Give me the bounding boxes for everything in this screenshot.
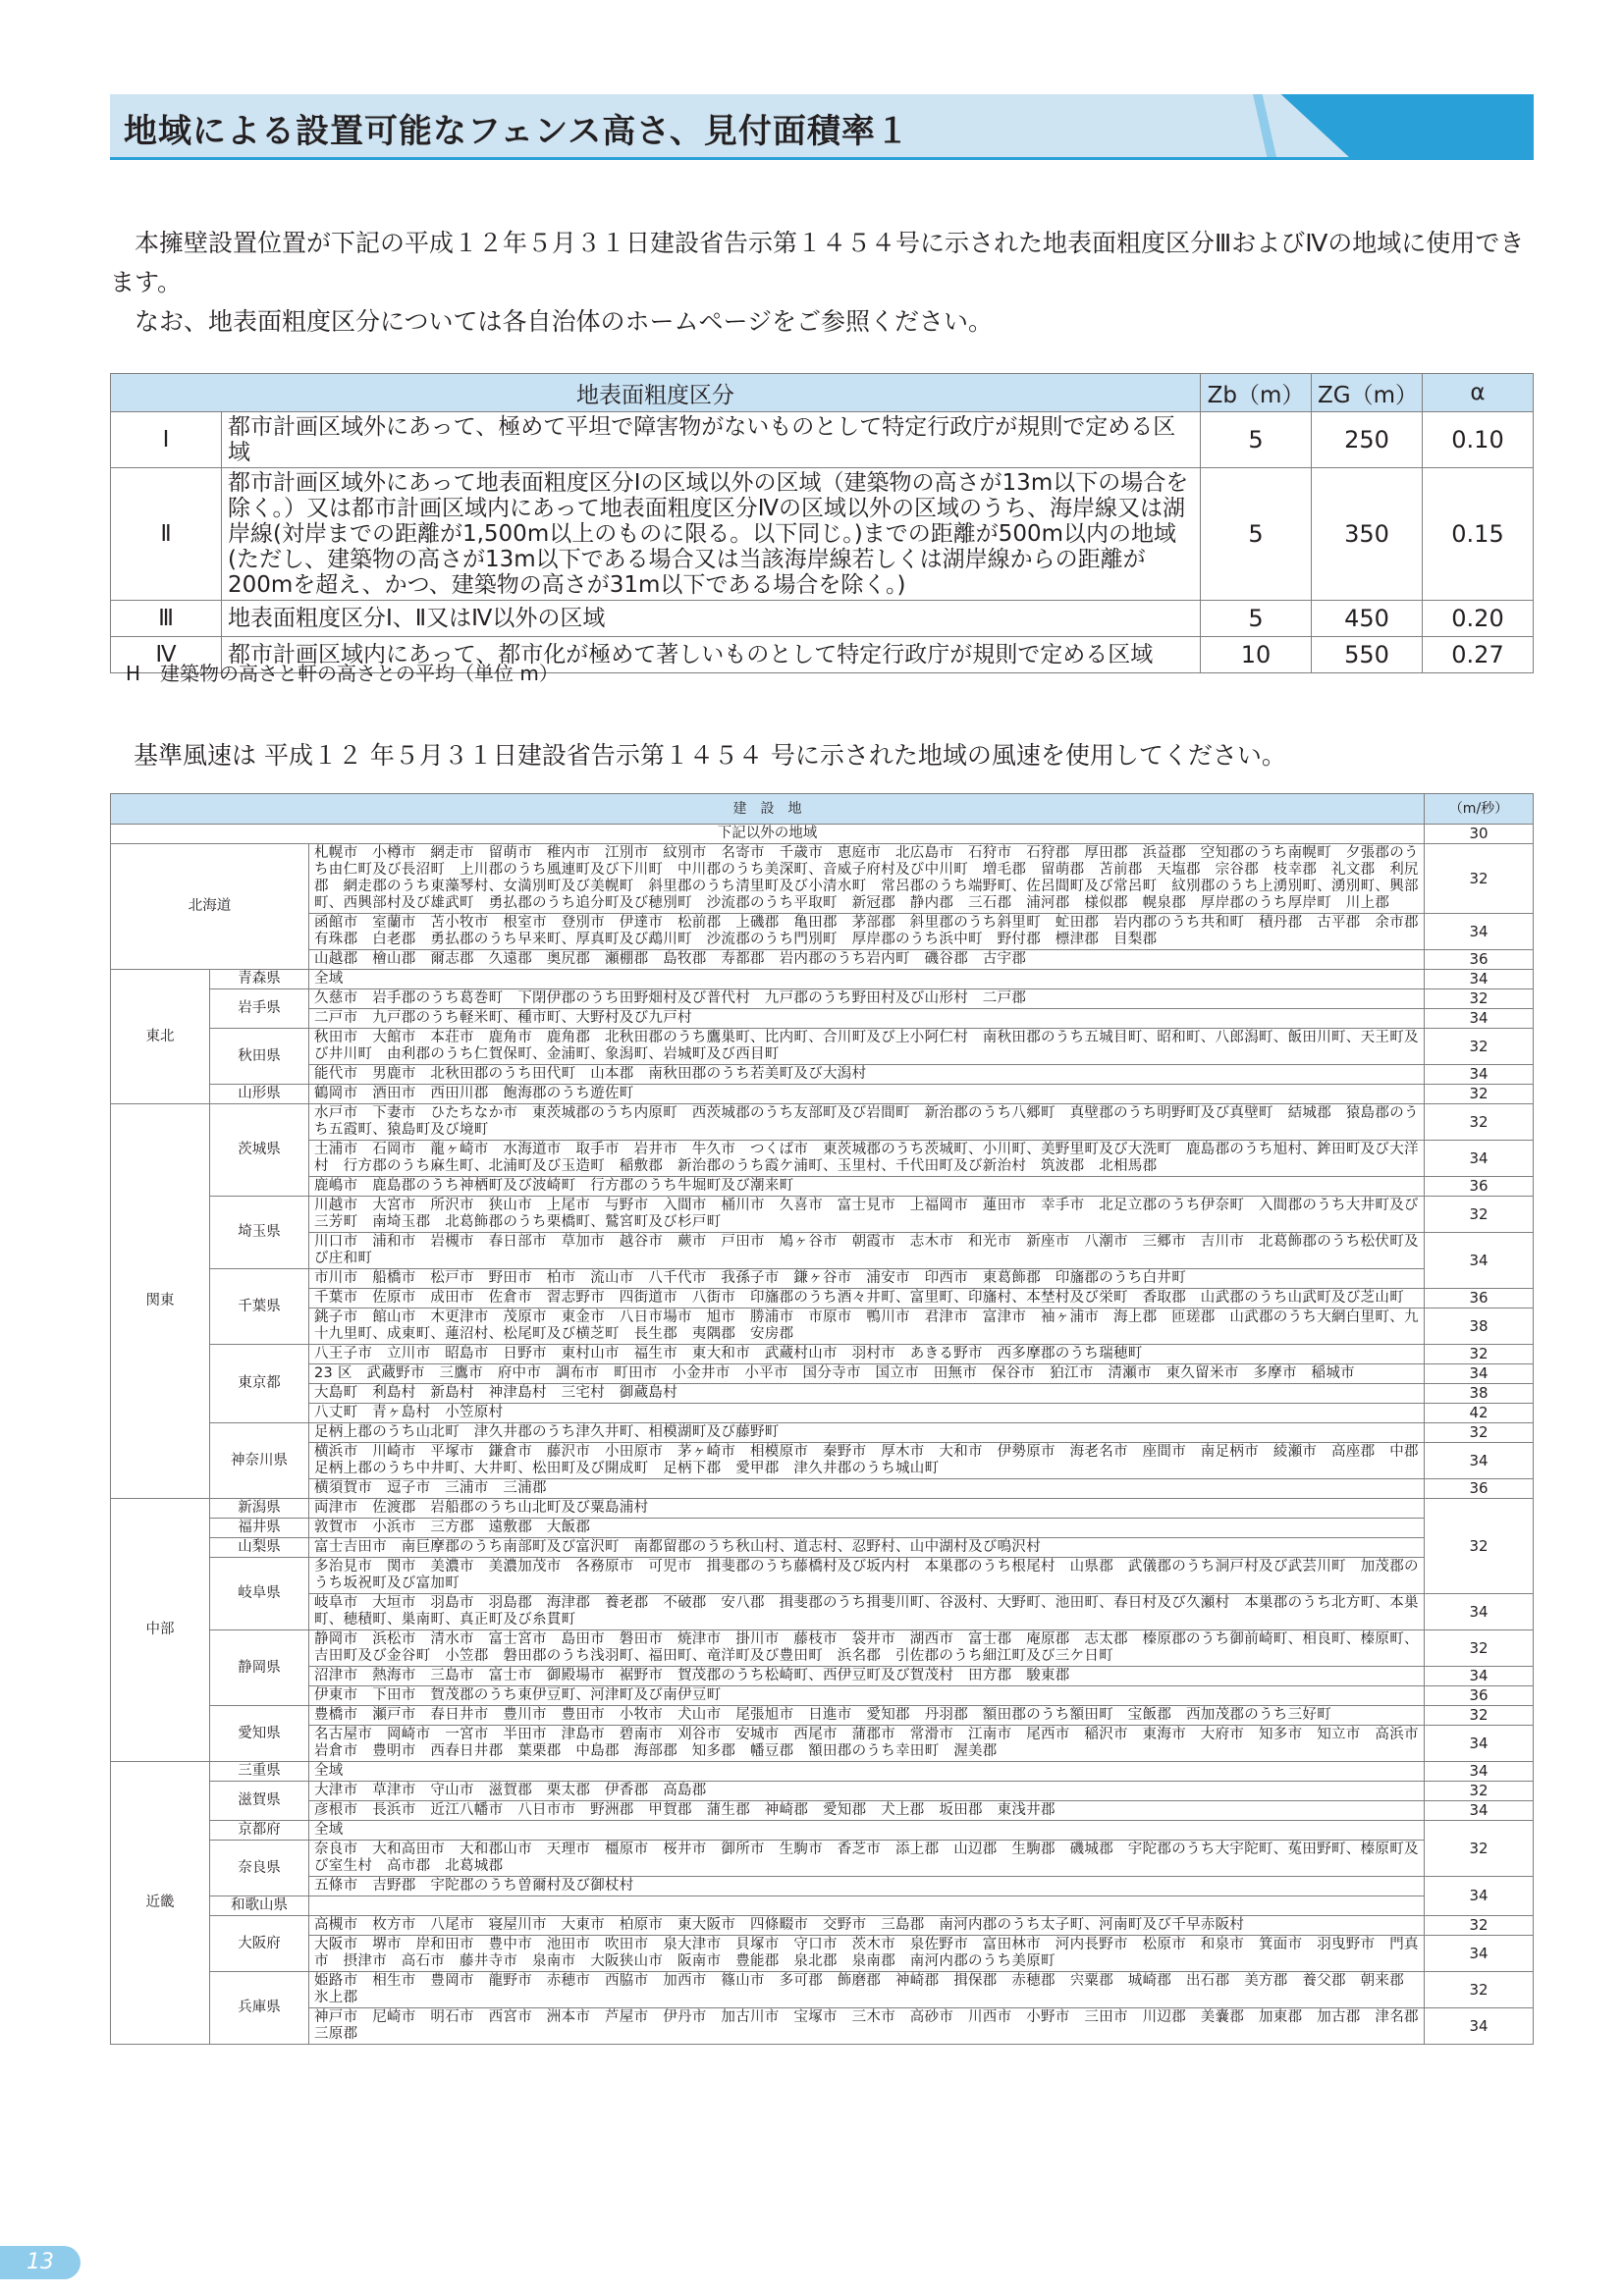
table-row — [111, 1269, 1534, 1289]
pref-cell: 大阪府 — [210, 1916, 309, 1972]
speed-cell: 32 — [1425, 1499, 1534, 1594]
pref-cell: 東京都 — [210, 1345, 309, 1423]
area-cell: 全域 — [309, 970, 1425, 989]
roughness-header-row — [111, 374, 1534, 412]
area-cell: 彦根市 長浜市 近江八幡市 八日市市 野洲郡 甲賀郡 蒲生郡 神崎郡 愛知郡 犬上郡 坂田郡 東浅井郡 — [309, 1801, 1425, 1821]
pref-cell: 三重県 — [210, 1762, 309, 1782]
pref-cell: 岩手県 — [210, 989, 309, 1029]
table-row — [111, 844, 1534, 914]
speed-cell: 32 — [1425, 1821, 1534, 1877]
pref-cell: 滋賀県 — [210, 1782, 309, 1821]
area-cell: 札幌市 小樽市 網走市 留萌市 稚内市 江別市 紋別市 名寄市 千歳市 恵庭市 北広島市 石狩市 石狩郡 厚田郡 浜益郡 空知郡のうち南幌町 夕張郡のうち由仁町及び長沼町 上川郡のうち風連町及び下川町 中川郡のうち美深町、音威子府村及び中川町 増毛郡 留萌郡 苫前郡 天塩郡 宗谷郡 枝幸郡 礼文郡 利尻郡 網走郡のうち東藻琴村、女満別町及び美幌町 斜里郡のうち清里町及び小清水町 常呂郡のうち端野町、佐呂間町及び常呂町 紋別郡のうち上湧別町、湧別町、興部町、西興部村及び雄武町 勇払郡のうち追分町及び穂別町 沙流郡のうち平取町 新冠郡 静内郡 三石郡 浦河郡 様似郡 幌泉郡 厚岸郡のうち厚岸町 川上郡 — [309, 844, 1425, 914]
speed-cell: 34 — [1425, 1762, 1534, 1782]
area-cell: 千葉市 佐原市 成田市 佐倉市 習志野市 四街道市 八街市 印旛郡のうち酒々井町、富里町、印旛村、本埜村及び栄町 香取郡 山武郡のうち山武町及び芝山町 — [309, 1289, 1425, 1308]
pref-cell: 秋田県 — [210, 1029, 309, 1085]
area-cell: 横浜市 川崎市 平塚市 鎌倉市 藤沢市 小田原市 茅ヶ崎市 相模原市 秦野市 厚木市 大和市 伊勢原市 海老名市 座間市 南足柄市 綾瀬市 高座郡 中郡 足柄上郡のうち中井町、大井町、松田町及び開成町 足柄下郡 愛甲郡 津久井郡のうち城山町 — [309, 1443, 1425, 1479]
area-cell: 全域 — [309, 1762, 1425, 1782]
speed-cell: 32 — [1425, 1345, 1534, 1364]
table-row — [111, 1686, 1534, 1706]
roughness-table — [110, 373, 1534, 673]
table-row — [111, 1423, 1534, 1443]
table-row — [111, 1782, 1534, 1801]
wind-intro: 基準風速は 平成１２ 年５月３１日建設省告示第１４５４ 号に示された地域の風速を使用してください。 — [134, 741, 1286, 770]
desc-cell: 地表面粗度区分Ⅰ、Ⅱ又はⅣ以外の区域 — [222, 601, 1201, 637]
pref-cell: 京都府 — [210, 1821, 309, 1841]
zg-cell: 350 — [1312, 468, 1423, 601]
zg-cell: 550 — [1312, 637, 1423, 673]
page-number: 13 — [0, 2246, 81, 2279]
area-cell: 秋田市 大館市 本荘市 鹿角市 鹿角郡 北秋田郡のうち鷹巣町、比内町、合川町及び上小阿仁村 南秋田郡のうち五城目町、昭和町、八郎潟町、飯田川町、天王町及び井川町 由利郡のうち仁賀保町、金浦町、象潟町、岩城町及び西目町 — [309, 1029, 1425, 1065]
table-row — [111, 1308, 1534, 1345]
speed-cell: 34 — [1425, 1233, 1534, 1289]
speed-cell: 34 — [1425, 1141, 1534, 1177]
speed-cell: 36 — [1425, 1289, 1534, 1308]
roughness-note: H 建築物の高さと軒の高さとの平均（単位 m） — [126, 662, 559, 685]
speed-cell: 32 — [1425, 1916, 1534, 1936]
table-row — [111, 1896, 1534, 1916]
table-row — [111, 1384, 1534, 1404]
area-cell: 二戸市 九戸郡のうち軽米町、種市町、大野村及び九戸村 — [309, 1009, 1425, 1029]
table-row — [111, 1841, 1534, 1877]
table-row — [111, 1104, 1534, 1141]
zb-cell: 5 — [1201, 412, 1312, 468]
table-row — [111, 1762, 1534, 1782]
header-speed: （m/秒） — [1425, 794, 1534, 825]
zb-cell: 5 — [1201, 601, 1312, 637]
table-row — [111, 970, 1534, 989]
zb-cell: 5 — [1201, 468, 1312, 601]
alpha-cell: 0.10 — [1423, 412, 1534, 468]
table-row — [111, 1443, 1534, 1479]
speed-cell: 32 — [1425, 1085, 1534, 1104]
zg-cell: 250 — [1312, 412, 1423, 468]
pref-cell: 山梨県 — [210, 1538, 309, 1558]
table-row — [111, 1558, 1534, 1594]
speed-cell: 32 — [1425, 989, 1534, 1009]
wind-header-row — [111, 794, 1534, 825]
area-cell: 土浦市 石岡市 龍ヶ崎市 水海道市 取手市 岩井市 牛久市 つくば市 東茨城郡のうち茨城町、小川町、美野里町及び大洗町 鹿島郡のうち旭村、鉾田町及び大洋村 行方郡のうち麻生町、北浦町及び玉造町 稲敷郡 新治郡のうち霞ケ浦町、玉里村、千代田町及び新治村 筑波郡 北相馬郡 — [309, 1141, 1425, 1177]
area-cell: 能代市 男鹿市 北秋田郡のうち田代町 山本郡 南秋田郡のうち若美町及び大潟村 — [309, 1065, 1425, 1085]
speed-cell: 34 — [1425, 1726, 1534, 1762]
speed-cell: 42 — [1425, 1404, 1534, 1423]
speed-cell: 34 — [1425, 1364, 1534, 1384]
speed-cell: 36 — [1425, 1177, 1534, 1197]
table-row — [111, 1667, 1534, 1686]
area-cell: 足柄上郡のうち山北町 津久井郡のうち津久井町、相模湖町及び藤野町 — [309, 1423, 1425, 1443]
zb-cell: 10 — [1201, 637, 1312, 673]
header-area: 地表面粗度区分 — [111, 374, 1201, 412]
alpha-cell: 0.27 — [1423, 637, 1534, 673]
table-row — [111, 1630, 1534, 1667]
area-cell: 伊東市 下田市 賀茂郡のうち東伊豆町、河津町及び南伊豆町 — [309, 1686, 1425, 1706]
title-accent-stripe — [1253, 94, 1276, 157]
area-cell: 神戸市 尼崎市 明石市 西宮市 洲本市 芦屋市 伊丹市 加古川市 宝塚市 三木市 高砂市 川西市 小野市 三田市 川辺郡 美嚢郡 加東郡 加古郡 津名郡 三原郡 — [309, 2008, 1425, 2045]
region-cell: 北海道 — [111, 844, 309, 970]
table-row — [111, 1085, 1534, 1104]
header-alpha: α — [1423, 374, 1534, 412]
zg-cell: 450 — [1312, 601, 1423, 637]
table-row — [111, 1177, 1534, 1197]
speed-cell: 32 — [1425, 1423, 1534, 1443]
header-zg: ZG（m） — [1312, 374, 1423, 412]
region-cell: 中部 — [111, 1499, 210, 1762]
area-cell: 山越郡 檜山郡 爾志郡 久遠郡 奥尻郡 瀬棚郡 島牧郡 寿都郡 岩内郡のうち岩内町 磯谷郡 古宇郡 — [309, 950, 1425, 970]
pref-cell: 青森県 — [210, 970, 309, 989]
area-cell: 鶴岡市 酒田市 西田川郡 飽海郡のうち遊佐町 — [309, 1085, 1425, 1104]
area-cell: 沼津市 熱海市 三島市 富士市 御殿場市 裾野市 賀茂郡のうち松崎町、西伊豆町及び賀茂村 田方郡 駿東郡 — [309, 1667, 1425, 1686]
table-row — [111, 1345, 1534, 1364]
table-row — [111, 1065, 1534, 1085]
table-row — [111, 1877, 1534, 1896]
pref-cell: 奈良県 — [210, 1841, 309, 1896]
table-row — [111, 1009, 1534, 1029]
area-cell: 姫路市 相生市 豊岡市 龍野市 赤穂市 西脇市 加西市 篠山市 多可郡 飾磨郡 神崎郡 揖保郡 赤穂郡 宍粟郡 城崎郡 出石郡 美方郡 養父郡 朝来郡 氷上郡 — [309, 1972, 1425, 2008]
class-cell: Ⅰ — [111, 412, 222, 468]
speed-cell: 32 — [1425, 1706, 1534, 1726]
speed-cell: 32 — [1425, 1197, 1534, 1233]
area-cell: 大島町 利島村 新島村 神津島村 三宅村 御蔵島村 — [309, 1384, 1425, 1404]
pref-cell: 茨城県 — [210, 1104, 309, 1197]
class-cell: Ⅱ — [111, 468, 222, 601]
table-row — [111, 1519, 1534, 1538]
area-cell: 八丈町 青ヶ島村 小笠原村 — [309, 1404, 1425, 1423]
header-construction-site: 建 設 地 — [111, 794, 1425, 825]
pref-cell: 埼玉県 — [210, 1197, 309, 1269]
wind-speed-table — [110, 793, 1534, 2045]
speed-cell: 34 — [1425, 1667, 1534, 1686]
intro-paragraph-2: なお、地表面粗度区分については各自治体のホームページをご参照ください。 — [135, 307, 994, 336]
pref-cell: 千葉県 — [210, 1269, 309, 1345]
area-cell: 大阪市 堺市 岸和田市 豊中市 池田市 吹田市 泉大津市 貝塚市 守口市 茨木市 泉佐野市 富田林市 河内長野市 松原市 和泉市 箕面市 羽曳野市 門真市 摂津市 高石市 藤井寺市 泉南市 大阪狭山市 阪南市 豊能郡 泉北郡 泉南郡 南河内郡のうち美原町 — [309, 1936, 1425, 1972]
table-row — [111, 1404, 1534, 1423]
area-cell: 八王子市 立川市 昭島市 日野市 東村山市 福生市 東大和市 武蔵村山市 羽村市 あきる野市 西多摩郡のうち瑞穂町 — [309, 1345, 1425, 1364]
pref-cell: 福井県 — [210, 1519, 309, 1538]
speed-cell: 34 — [1425, 970, 1534, 989]
table-row — [111, 1801, 1534, 1821]
area-cell: 鹿嶋市 鹿島郡のうち神栖町及び波崎町 行方郡のうち牛堀町及び潮来町 — [309, 1177, 1425, 1197]
table-row — [111, 1141, 1534, 1177]
roughness-row — [111, 601, 1534, 637]
pref-cell: 兵庫県 — [210, 1972, 309, 2045]
table-row — [111, 1364, 1534, 1384]
other-areas-row — [111, 825, 1534, 844]
speed-cell: 32 — [1425, 844, 1534, 914]
area-cell: 敦賀市 小浜市 三方郡 遠敷郡 大飯郡 — [309, 1519, 1425, 1538]
speed-cell: 30 — [1425, 825, 1534, 844]
area-cell: 富士吉田市 南巨摩郡のうち南部町及び富沢町 南都留郡のうち秋山村、道志村、忍野村、山中湖村及び鳴沢村 — [309, 1538, 1425, 1558]
alpha-cell: 0.20 — [1423, 601, 1534, 637]
area-cell: 多治見市 関市 美濃市 美濃加茂市 各務原市 可児市 揖斐郡のうち藤橋村及び坂内村 本巣郡のうち根尾村 山県郡 武儀郡のうち洞戸村及び武芸川町 加茂郡のうち坂祝町及び富加町 — [309, 1558, 1425, 1594]
speed-cell: 32 — [1425, 1782, 1534, 1801]
header-zb: Zb（m） — [1201, 374, 1312, 412]
area-cell: 豊橋市 瀬戸市 春日井市 豊川市 豊田市 小牧市 犬山市 尾張旭市 日進市 愛知郡 丹羽郡 額田郡のうち額田町 宝飯郡 西加茂郡のうち三好町 — [309, 1706, 1425, 1726]
speed-cell: 32 — [1425, 1029, 1534, 1065]
class-cell: Ⅳ — [111, 637, 222, 673]
table-row — [111, 1821, 1534, 1841]
area-cell: 静岡市 浜松市 清水市 富士宮市 島田市 磐田市 焼津市 掛川市 藤枝市 袋井市 湖西市 富士郡 庵原郡 志太郡 榛原郡のうち御前崎町、相良町、榛原町、吉田町及び金谷町 小笠郡 磐田郡のうち浅羽町、福田町、竜洋町及び豊田町 浜名郡 引佐郡のうち細江町及び三ケ日町 — [309, 1630, 1425, 1667]
alpha-cell: 0.15 — [1423, 468, 1534, 601]
page-title: 地域による設置可能なフェンス高さ、見付面積率１ — [124, 112, 910, 151]
area-cell: 奈良市 大和高田市 大和郡山市 天理市 橿原市 桜井市 御所市 生駒市 香芝市 添上郡 山辺郡 生駒郡 磯城郡 宇陀郡のうち大宇陀町、菟田野町、榛原町及び室生村 高市郡 北葛城郡 — [309, 1841, 1425, 1877]
speed-cell: 34 — [1425, 1594, 1534, 1630]
table-row — [111, 2008, 1534, 2045]
table-row — [111, 950, 1534, 970]
area-cell: 五條市 吉野郡 宇陀郡のうち曽爾村及び御杖村 — [309, 1877, 1425, 1896]
speed-cell: 38 — [1425, 1308, 1534, 1345]
area-cell: 市川市 船橋市 松戸市 野田市 柏市 流山市 八千代市 我孫子市 鎌ヶ谷市 浦安市 印西市 東葛飾郡 印旛郡のうち白井町 — [309, 1269, 1425, 1289]
area-cell: 大津市 草津市 守山市 滋賀郡 栗太郡 伊香郡 高島郡 — [309, 1782, 1425, 1801]
table-row — [111, 1233, 1534, 1269]
speed-cell: 36 — [1425, 1479, 1534, 1499]
area-cell: 全域 — [309, 1821, 1425, 1841]
intro-text — [110, 224, 1534, 342]
pref-cell: 愛知県 — [210, 1706, 309, 1762]
pref-cell: 和歌山県 — [210, 1896, 309, 1916]
table-row — [111, 1289, 1534, 1308]
area-cell: 23 区 武蔵野市 三鷹市 府中市 調布市 町田市 小金井市 小平市 国分寺市 国立市 田無市 保谷市 狛江市 清瀬市 東久留米市 多摩市 稲城市 — [309, 1364, 1425, 1384]
speed-cell: 34 — [1425, 1443, 1534, 1479]
speed-cell: 34 — [1425, 1936, 1534, 1972]
title-bar — [110, 94, 1534, 160]
speed-cell: 38 — [1425, 1384, 1534, 1404]
pref-cell: 静岡県 — [210, 1630, 309, 1706]
area-cell: 川口市 浦和市 岩槻市 春日部市 草加市 越谷市 蕨市 戸田市 鳩ヶ谷市 朝霞市 志木市 和光市 新座市 八潮市 三郷市 吉川市 北葛飾郡のうち松伏町及び庄和町 — [309, 1233, 1425, 1269]
table-row — [111, 914, 1534, 950]
desc-cell: 都市計画区域外にあって地表面粗度区分Ⅰの区域以外の区域（建築物の高さが13m以下の場合を除く。）又は都市計画区域内にあって地表面粗度区分Ⅳの区域以外の区域のうち、海岸線又は湖岸線(対岸までの距離が1,500m以上のものに限る。以下同じ。)までの距離が500m以内の地域(ただし、建築物の高さが13m以下である場合又は当該海岸線若しくは湖岸線からの距離が200mを超え、かつ、建築物の高さが31m以下である場合を除く。) — [222, 468, 1201, 601]
region-cell: 関東 — [111, 1104, 210, 1499]
speed-cell: 34 — [1425, 2008, 1534, 2045]
pref-cell: 新潟県 — [210, 1499, 309, 1519]
area-cell: 名古屋市 岡崎市 一宮市 半田市 津島市 碧南市 刈谷市 安城市 西尾市 蒲郡市 常滑市 江南市 尾西市 稲沢市 東海市 大府市 知多市 知立市 高浜市 岩倉市 豊明市 西春日井郡 葉栗郡 中島郡 海部郡 知多郡 幡豆郡 額田郡のうち幸田町 渥美郡 — [309, 1726, 1425, 1762]
area-cell — [309, 1896, 1425, 1916]
table-row — [111, 1479, 1534, 1499]
table-row — [111, 1936, 1534, 1972]
region-cell: 東北 — [111, 970, 210, 1104]
table-row — [111, 1538, 1534, 1558]
area-cell: 岐阜市 大垣市 羽島市 羽島郡 海津郡 養老郡 不破郡 安八郡 揖斐郡のうち揖斐川町、谷汲村、大野町、池田町、春日村及び久瀬村 本巣郡のうち北方町、本巣町、穂積町、巣南町、真正町及び糸貫町 — [309, 1594, 1425, 1630]
roughness-row — [111, 412, 1534, 468]
table-row — [111, 1706, 1534, 1726]
table-row — [111, 1916, 1534, 1936]
speed-cell: 32 — [1425, 1972, 1534, 2008]
speed-cell: 32 — [1425, 1630, 1534, 1667]
pref-cell: 神奈川県 — [210, 1423, 309, 1499]
speed-cell: 34 — [1425, 1065, 1534, 1085]
pref-cell: 山形県 — [210, 1085, 309, 1104]
speed-cell: 32 — [1425, 1104, 1534, 1141]
table-row — [111, 1594, 1534, 1630]
pref-cell: 岐阜県 — [210, 1558, 309, 1630]
area-cell: 久慈市 岩手郡のうち葛巻町 下閉伊郡のうち田野畑村及び普代村 九戸郡のうち野田村及び山形村 二戸郡 — [309, 989, 1425, 1009]
table-row — [111, 989, 1534, 1009]
area-cell: 函館市 室蘭市 苫小牧市 根室市 登別市 伊達市 松前郡 上磯郡 亀田郡 茅部郡 斜里郡のうち斜里町 虻田郡 岩内郡のうち共和町 積丹郡 古平郡 余市郡 有珠郡 白老郡 勇払郡のうち早来町、厚真町及び鵡川町 沙流郡のうち門別町 厚岸郡のうち浜中町 野付郡 標津郡 目梨郡 — [309, 914, 1425, 950]
table-row — [111, 1197, 1534, 1233]
region-cell: 近畿 — [111, 1762, 210, 2045]
table-row — [111, 1499, 1534, 1519]
roughness-row — [111, 468, 1534, 601]
speed-cell: 34 — [1425, 1877, 1534, 1916]
speed-cell: 36 — [1425, 1686, 1534, 1706]
desc-cell: 都市計画区域外にあって、極めて平坦で障害物がないものとして特定行政庁が規則で定める区域 — [222, 412, 1201, 468]
table-row — [111, 1972, 1534, 2008]
area-cell: 横須賀市 逗子市 三浦市 三浦郡 — [309, 1479, 1425, 1499]
speed-cell: 34 — [1425, 914, 1534, 950]
class-cell: Ⅲ — [111, 601, 222, 637]
speed-cell: 34 — [1425, 1009, 1534, 1029]
desc-cell: 都市計画区域内にあって、都市化が極めて著しいものとして特定行政庁が規則で定める区域 — [222, 637, 1201, 673]
speed-cell: 36 — [1425, 950, 1534, 970]
table-row — [111, 1029, 1534, 1065]
other-areas-label: 下記以外の地域 — [111, 825, 1425, 844]
area-cell: 両津市 佐渡郡 岩船郡のうち山北町及び粟島浦村 — [309, 1499, 1425, 1519]
area-cell: 川越市 大宮市 所沢市 狭山市 上尾市 与野市 入間市 桶川市 久喜市 富士見市 上福岡市 蓮田市 幸手市 北足立郡のうち伊奈町 入間郡のうち大井町及び三芳町 南埼玉郡 北葛飾郡のうち栗橋町、鷲宮町及び杉戸町 — [309, 1197, 1425, 1233]
area-cell: 銚子市 館山市 木更津市 茂原市 東金市 八日市場市 旭市 勝浦市 市原市 鴨川市 君津市 富津市 袖ヶ浦市 海上郡 匝瑳郡 山武郡のうち大網白里町、九十九里町、成東町、蓮沼村、松尾町及び横芝町 長生郡 夷隅郡 安房郡 — [309, 1308, 1425, 1345]
area-cell: 水戸市 下妻市 ひたちなか市 東茨城郡のうち内原町 西茨城郡のうち友部町及び岩間町 新治郡のうち八郷町 真壁郡のうち明野町及び真壁町 結城郡 猿島郡のうち五霞町、猿島町及び境町 — [309, 1104, 1425, 1141]
speed-cell: 34 — [1425, 1801, 1534, 1821]
area-cell: 高槻市 枚方市 八尾市 寝屋川市 大東市 柏原市 東大阪市 四條畷市 交野市 三島郡 南河内郡のうち太子町、河南町及び千早赤阪村 — [309, 1916, 1425, 1936]
intro-paragraph-1: 本擁壁設置位置が下記の平成１２年５月３１日建設省告示第１４５４号に示された地表面粗度区分ⅢおよびⅣの地域に使用できます。 — [110, 229, 1525, 296]
